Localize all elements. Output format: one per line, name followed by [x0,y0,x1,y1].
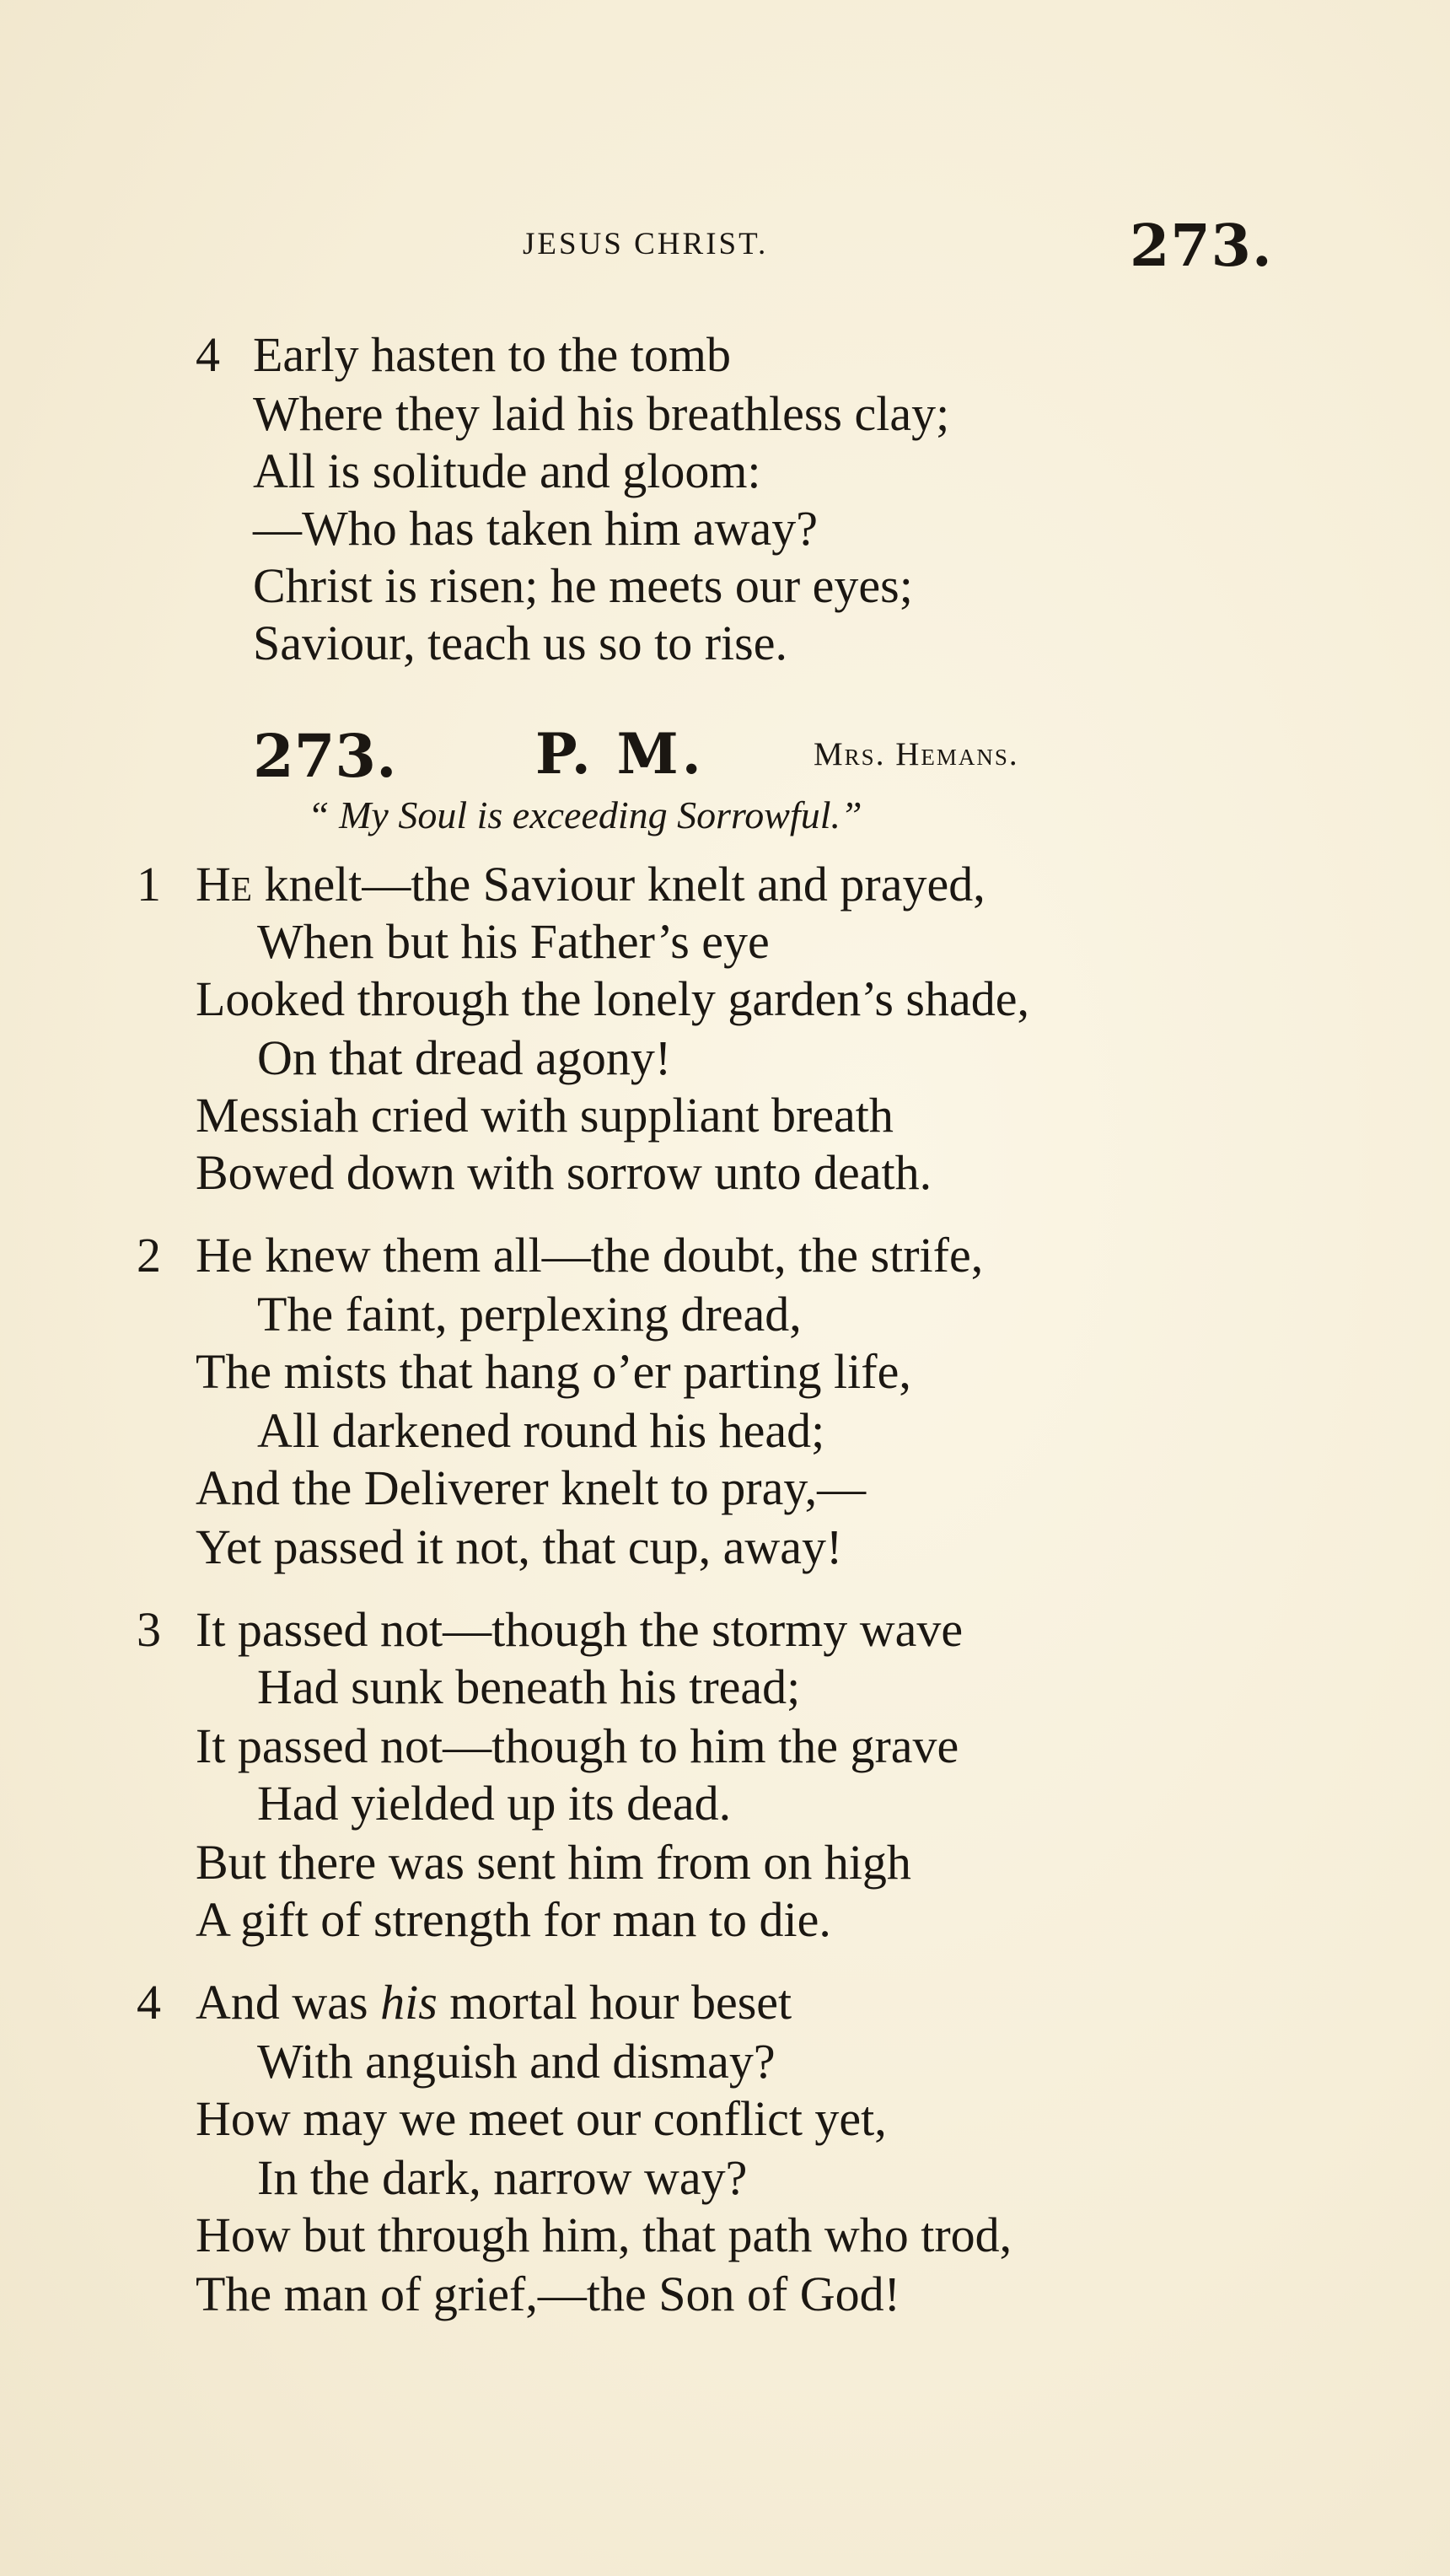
verse-line: All darkened round his head; [257,1403,825,1458]
verse-line: Looked through the lonely garden’s shade, [196,971,1029,1026]
verse-line: In the dark, narrow way? [257,2150,748,2205]
prev-verse-number: 4 [196,327,220,382]
prev-verse-line: —Who has taken him away? [253,501,819,556]
verse-number: 2 [137,1228,161,1283]
verse-line [196,857,985,912]
verse-line: Had yielded up its dead. [257,1776,732,1831]
verse-line: How but through him, that path who trod, [196,2208,1012,2262]
verse-line: Yet passed it not, that cup, away! [196,1519,843,1574]
verse-line: And the Deliverer knelt to pray,— [196,1460,867,1515]
verse-italic-word: his [380,1975,438,2030]
verse-line: On that dread agony! [257,1030,672,1085]
verse-line: But there was sent him from on high [196,1835,911,1890]
verse-line: Had sunk beneath his tread; [257,1659,801,1714]
running-header-title: JESUS CHRIST. [523,227,769,261]
verse-line: With anguish and dismay? [257,2034,776,2089]
hymn-number: 273. [253,721,397,791]
verse-line-text: mortal hour beset [437,1975,792,2030]
verse-initial-word: He [196,857,252,912]
hymn-author: Mrs. Hemans. [814,736,1019,772]
prev-verse-line: Where they laid his breathless clay; [253,386,950,441]
verse-line: He knew them all—the doubt, the strife, [196,1228,984,1283]
verse-line: Bowed down with sorrow unto death. [196,1145,932,1200]
verse-line: The mists that hang o’er parting life, [196,1344,911,1399]
verse-line: How may we meet our conflict yet, [196,2091,887,2146]
verse-line: When but his Father’s eye [257,914,770,969]
page-number: 273. [1130,212,1273,280]
prev-verse-line: All is solitude and gloom: [253,444,761,498]
verse-line: The faint, perplexing dread, [257,1287,802,1342]
verse-line: Messiah cried with suppliant breath [196,1088,894,1143]
hymn-epigraph: “ My Soul is exceeding Sorrowful.” [308,793,862,836]
verse-line: It passed not—though the stormy wave [196,1602,964,1657]
verse-line-text: And was [196,1975,381,2030]
verse-line: A gift of strength for man to die. [196,1892,831,1947]
verse-number: 1 [137,857,161,912]
verse-line-text: knelt—the Saviour knelt and prayed, [251,857,985,912]
verse-line [196,1975,792,2030]
verse-line: The man of grief,—the Son of God! [196,2267,900,2321]
prev-verse-line: Christ is risen; he meets our eyes; [253,558,913,613]
verse-number: 4 [137,1975,161,2030]
verse-number: 3 [137,1602,161,1657]
prev-verse-line: Saviour, teach us so to rise. [253,616,787,670]
verse-line: It passed not—though to him the grave [196,1718,959,1773]
prev-verse-line: Early hasten to the tomb [253,327,731,382]
hymn-meter: P. M. [535,721,705,787]
